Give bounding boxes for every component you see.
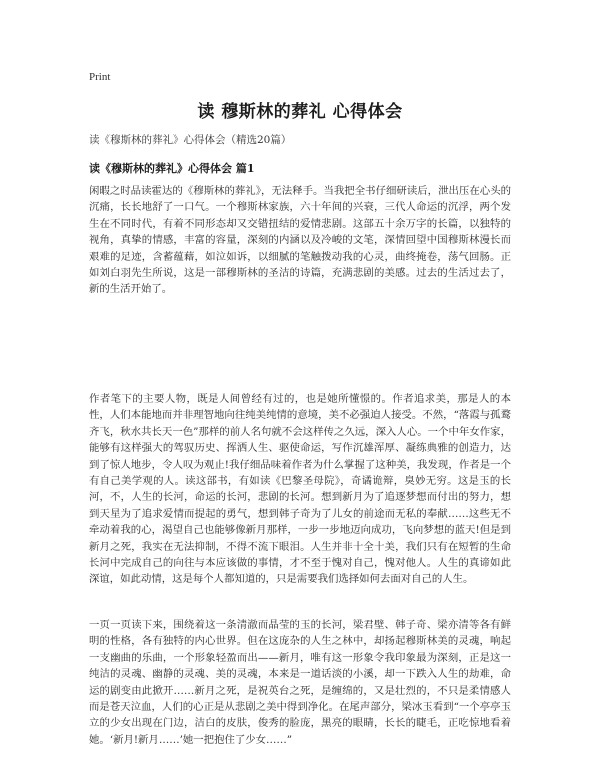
paragraph-text: 一页一页读下来，围绕着这一条清澈而晶莹的玉的长河，梁君壁、韩子奇、梁亦清等各有鲜明的性格，各有独特的内心世界。但在这庞杂的人生之林中，却扬起穆斯林美的灵魂，响起一支幽曲的乐曲，一个形象轻盈而出——新月，唯有这一形象令我印象最为深刻，正是这一纯洁的灵魂、幽静的灵魂、美的灵魂，本来是一道话淡的小溪，却一下跌入人生的劫难，命运的剧变由此掀开……新月之死，是祝英台之死，是缠绵的，又是壮烈的，不只是柔情感人而是苍天泣血，人们的心正是从悲剧之美中得到净化。在尾声部分，梁冰玉看到“一个亭亭玉立的少女出现在门边，洁白的皮肤，俊秀的脸庞，黑亮的眼睛，长长的睫毛，正吃惊地看着她。‘新月!新月……’她一把抱住了少女……” — [89, 619, 511, 746]
paragraph-2 — [89, 391, 511, 588]
document-title: 读 穆斯林的葬礼 心得体会 — [197, 102, 403, 122]
paragraph-3 — [89, 617, 511, 748]
paragraph-text: 闲暇之时品读霍达的《穆斯林的葬礼》，无法释手。当我把全书仔细研读后，泄出压在心头的沉痛，长长地舒了一口气。一个穆斯林家族，六十年间的兴衰，三代人命运的沉浮，两个发生在不同时代，有着不同形态却又交错扭结的爱情悲剧。这部五十余万字的长篇，以独特的视角，真挚的情感，丰富的容量，深刻的内涵以及冷峻的文笔，深情回望中国穆斯林漫长而艰难的足迹，含蓄蕴藉，如泣如诉，以细腻的笔触拨动我的心灵，曲终掩卷，荡气回肠。正如刘白羽先生所说，这是一部穆斯林的圣洁的诗篇，充满悲剧的美感。过去的生活过去了，新的生活开始了。 — [89, 185, 511, 296]
document-subtitle: 读《穆斯林的葬礼》心得体会（精选20篇） — [89, 134, 292, 146]
paragraph-text: 作者笔下的主要人物，既是人间曾经有过的，也是她所懂憬的。作者追求美，那是人的本性，人们本能地而并非理智地向往纯美纯情的意境，美不必强迫人接受。不然，“落霞与孤鹜齐飞，秋水共长天一色”那样的前人名句就不会这样传之久远，深入人心。一个中年女作家，能够有这样强大的驾驭历史、挥洒人生、驱使命运，写作沉雄浑厚、凝练典雅的创造力，达到了惊人地步，令人叹为观止!我仔细品味着作者为什么掌握了这种美，我发现，作者是一个有自己美学观的人。读这部书，有如读《巴黎圣母院》，奇谲诡辩，臭妙无穷。这是玉的长河，不，人生的长河，命运的长河，悲剧的长河。想到新月为了追逐梦想而付出的努力，想到天星为了追求爱情而提起的勇气，想到韩子奇为了儿女的前途而无私的奉献……这些无不牵动着我的心，渴望自己也能够像新月那样，一步一步地迈向成功，飞向梦想的蓝天!但是到新月之死，我实在无法抑制，不得不流下眼泪。人生并非十全十美，我们只有在短暂的生命长河中完成自己的向往与本应该做的事情，才不至于愧对自己，愧对他人。人生的真谛如此深谊，如此动情，这是每个人都知道的，只是需要我们选择如何去面对自己的人生。 — [89, 393, 511, 586]
print-link[interactable]: Print — [89, 71, 111, 83]
paragraph-1 — [89, 183, 511, 298]
section-heading: 读《穆斯林的葬礼》心得体会 篇1 — [89, 162, 255, 175]
